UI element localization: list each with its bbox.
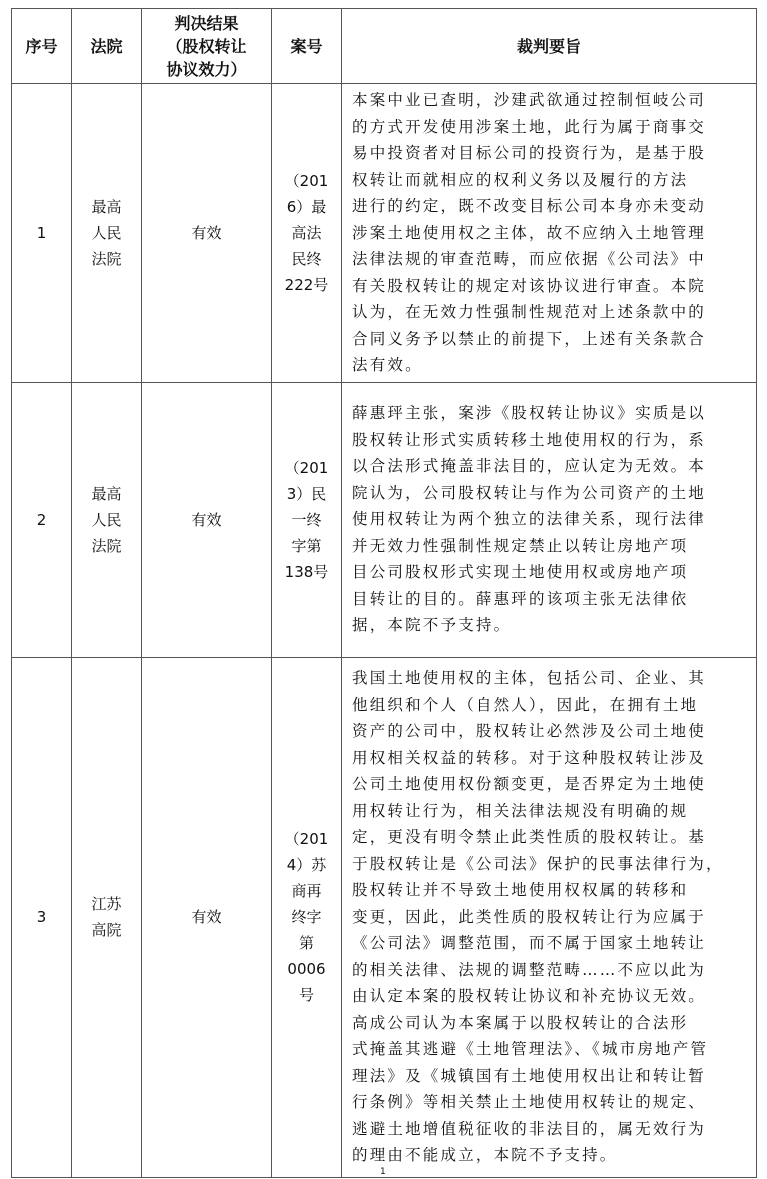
header-row xyxy=(12,9,757,84)
case-number-line: （201 xyxy=(284,830,329,848)
case-number-line: （201 xyxy=(284,458,329,477)
summary-line: 以合法形式掩盖非法目的，应认定为无效。本 xyxy=(352,457,707,476)
summary-line: 他组织和个人（自然人），因此，在拥有土地 xyxy=(352,695,699,714)
case-number-line: 终字 xyxy=(291,908,322,926)
summary-line: 我国土地使用权的主体，包括公司、企业、其 xyxy=(352,669,707,688)
case-number-line: 138号 xyxy=(284,562,329,581)
header-result-line: 协议效力） xyxy=(166,59,247,79)
summary-line: 用权转让行为，相关法律法规没有明确的规 xyxy=(352,801,689,820)
case-number-line: 号 xyxy=(298,986,314,1004)
summary-line: 由认定本案的股权转让协议和补充协议无效。 xyxy=(352,987,707,1006)
cell-case-number xyxy=(272,657,342,1177)
summary-line: 有关股权转让的规定对该协议进行审查。本院 xyxy=(352,276,707,295)
cell-summary xyxy=(342,84,757,383)
cell-court xyxy=(72,84,142,383)
header-case-number: 案号 xyxy=(272,9,342,84)
case-number-line: 222号 xyxy=(284,275,329,294)
summary-line: 的相关法律、法规的调整范畴……不应以此为 xyxy=(352,960,707,979)
cell-result: 有效 xyxy=(142,657,272,1177)
court-line: 最高 xyxy=(91,197,122,216)
header-no: 序号 xyxy=(12,9,72,84)
summary-line: 逃避土地增值税征收的非法目的，属无效行为 xyxy=(352,1119,707,1138)
summary-line: 权转让而就相应的权利义务以及履行的方法 xyxy=(352,170,689,189)
summary-line: 式掩盖其逃避《土地管理法》、《城市房地产管 xyxy=(352,1040,709,1059)
summary-line: 于股权转让是《公司法》保护的民事法律行为， xyxy=(352,854,724,873)
cases-table xyxy=(11,8,757,1178)
summary-line: 高成公司认为本案属于以股权转让的合法形 xyxy=(352,1013,689,1032)
summary-line: 法律法规的审查范畴，而应依据《公司法》中 xyxy=(352,250,707,268)
summary-line: 易中投资者对目标公司的投资行为，是基于股 xyxy=(352,144,707,162)
summary-line: 理法》及《城镇国有土地使用权出让和转让暂 xyxy=(352,1066,707,1085)
cell-summary xyxy=(342,657,757,1177)
header-court: 法院 xyxy=(72,9,142,84)
summary-line: 变更，因此，此类性质的股权转让行为应属于 xyxy=(352,907,707,926)
case-number-line: 4）苏 xyxy=(286,856,327,874)
case-number-line: 第 xyxy=(298,934,314,952)
summary-line: 《公司法》调整范围，而不属于国家土地转让 xyxy=(352,934,707,953)
cell-case-number xyxy=(272,382,342,657)
summary-line: 据，本院不予支持。 xyxy=(352,616,512,635)
page-number: 1 xyxy=(380,1167,386,1177)
court-line: 江苏 xyxy=(91,895,122,913)
cell-no: 2 xyxy=(12,382,72,657)
summary-line: 的方式开发使用涉案土地，此行为属于商事交 xyxy=(352,117,707,136)
summary-line: 行条例》等相关禁止土地使用权转让的规定、 xyxy=(352,1093,707,1112)
table-row xyxy=(12,84,757,383)
summary-line: 并无效力性强制性规定禁止以转让房地产项 xyxy=(352,536,689,555)
summary-line: 法有效。 xyxy=(352,356,423,374)
case-number-line: 商再 xyxy=(291,882,322,900)
summary-line: 薛惠玶主张，案涉《股权转让协议》实质是以 xyxy=(352,404,707,423)
table-row xyxy=(12,382,757,657)
summary-line: 定，更没有明令禁止此类性质的股权转让。基 xyxy=(352,828,707,847)
court-line: 人民 xyxy=(91,223,122,242)
cell-case-number xyxy=(272,84,342,383)
header-summary: 裁判要旨 xyxy=(342,9,757,84)
summary-line: 本案中业已查明，沙建武欲通过控制恒岐公司 xyxy=(352,91,707,109)
cell-no: 3 xyxy=(12,657,72,1177)
summary-line: 合同义务予以禁止的前提下，上述有关条款合 xyxy=(352,329,707,348)
summary-line: 股权转让并不导致土地使用权权属的转移和 xyxy=(352,881,689,900)
summary-line: 认为，在无效力性强制性规范对上述条款中的 xyxy=(352,303,707,321)
court-line: 法院 xyxy=(91,536,122,555)
court-line: 最高 xyxy=(91,484,122,503)
header-result-line: 判决结果 xyxy=(174,13,239,33)
summary-line: 股权转让形式实质转移土地使用权的行为，系 xyxy=(352,430,707,449)
cell-summary xyxy=(342,382,757,657)
summary-line: 目转让的目的。薛惠玶的该项主张无法律依 xyxy=(352,589,689,608)
summary-line: 使用权转让为两个独立的法律关系，现行法律 xyxy=(352,510,707,529)
cell-result: 有效 xyxy=(142,84,272,383)
court-line: 法院 xyxy=(91,249,122,268)
header-result xyxy=(142,9,272,84)
case-number-line: 0006 xyxy=(287,960,326,978)
header-result-line: （股权转让 xyxy=(166,36,247,56)
table-row xyxy=(12,657,757,1177)
case-number-line: 字第 xyxy=(291,536,322,555)
case-number-line: 民终 xyxy=(291,249,322,268)
summary-line: 涉案土地使用权之主体，故不应纳入土地管理 xyxy=(352,223,707,242)
cell-result: 有效 xyxy=(142,382,272,657)
summary-line: 院认为，公司股权转让与作为公司资产的土地 xyxy=(352,483,707,502)
case-number-line: 一终 xyxy=(291,510,322,529)
cell-court xyxy=(72,657,142,1177)
summary-line: 公司土地使用权份额变更，是否界定为土地使 xyxy=(352,775,707,794)
cell-court xyxy=(72,382,142,657)
summary-line: 进行的约定，既不改变目标公司本身亦未变动 xyxy=(352,197,707,215)
summary-line: 用权相关权益的转移。对于这种股权转让涉及 xyxy=(352,748,707,767)
summary-line: 的理由不能成立，本院不予支持。 xyxy=(352,1146,618,1165)
court-line: 高院 xyxy=(91,921,122,939)
case-number-line: 高法 xyxy=(291,223,322,242)
summary-line: 资产的公司中，股权转让必然涉及公司土地使 xyxy=(352,722,707,741)
case-number-line: 6）最 xyxy=(286,197,327,216)
cell-no: 1 xyxy=(12,84,72,383)
summary-line: 目公司股权形式实现土地使用权或房地产项 xyxy=(352,563,689,582)
case-number-line: 3）民 xyxy=(286,484,327,503)
court-line: 人民 xyxy=(91,510,122,529)
case-number-line: （201 xyxy=(284,171,329,190)
